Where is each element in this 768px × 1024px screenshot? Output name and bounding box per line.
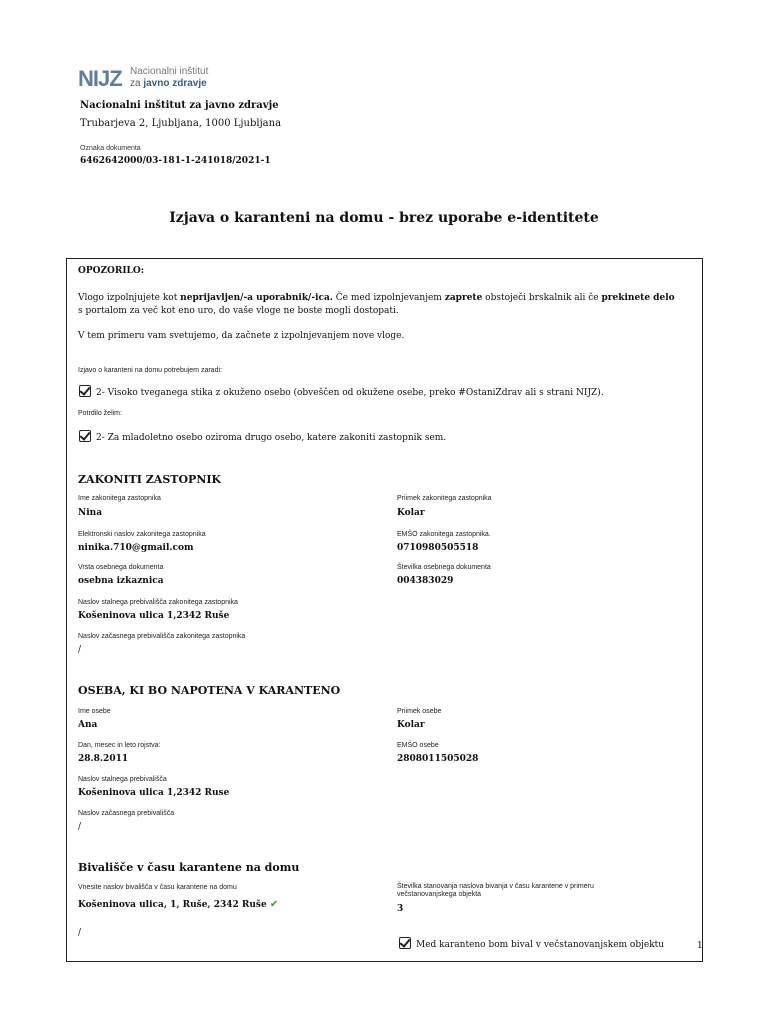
multi-unit-option [399, 937, 664, 952]
person-last-name-label: Priimek osebe [397, 708, 442, 715]
rep-temp-addr-label: Naslov začasnega prebivališča zakonitega zastopnika [78, 633, 246, 640]
person-temp-addr: / [78, 822, 82, 832]
residence-apt-label: Številka stanovanja naslova bivanja v času karantene v primeru večstanovanjskega objekta [397, 883, 594, 898]
doc-code: 6462642000/03-181-1-241018/2021-1 [80, 156, 271, 166]
residence-addr: Košeninova ulica, 1, Ruše, 2342 Ruše [78, 900, 267, 910]
org-name: Nacionalni inštitut za javno zdravje [80, 100, 279, 111]
rep-doc-number: 004383029 [397, 576, 454, 586]
reason-label: Izjavo o karanteni na domu potrebujem zaradi: [78, 367, 222, 374]
person-first-name-label: Ime osebe [78, 708, 111, 715]
page-number: 1 [697, 941, 703, 951]
confirm-value: 2- Za mladoletno osebo oziroma drugo osebo, katere zakoniti zastopnik sem. [96, 433, 447, 443]
rep-temp-addr: / [78, 645, 82, 655]
rep-email-label: Elektronski naslov zakonitega zastopnika [78, 531, 206, 538]
person-emso-label: EMŠO osebe [397, 742, 439, 749]
person-heading: OSEBA, KI BO NAPOTENA V KARANTENO [78, 684, 341, 697]
reason-value: 2- Visoko tveganega stika z okuženo osebo (obveščen od okužene osebe, preko #OstaniZdrav ali s strani NIJZ). [96, 388, 604, 398]
doc-code-label: Oznaka dokumenta [80, 145, 141, 152]
form-frame [66, 258, 703, 962]
rep-first-name: Nina [78, 508, 103, 518]
rep-perm-addr: Košeninova ulica 1,2342 Ruše [78, 611, 230, 621]
person-perm-addr-label: Naslov stalnega prebivališča [78, 776, 167, 783]
person-last-name: Kolar [397, 720, 425, 730]
valid-check-icon: ✔ [269, 899, 279, 910]
rep-doc-type: osebna izkaznica [78, 576, 164, 586]
document-title: Izjava o karanteni na domu - brez uporabe e-identitete [169, 210, 599, 226]
multi-unit-text: Med karanteno bom bival v večstanovanjskem objektu [416, 940, 665, 950]
representative-heading: ZAKONITI ZASTOPNIK [78, 473, 222, 486]
warning-paragraph-2: V tem primeru vam svetujemo, da začnete z izpolnjevanjem nove vloge. [78, 331, 405, 341]
checkbox-checked-icon [79, 430, 91, 442]
checkbox-checked-icon [79, 385, 91, 397]
confirm-option [79, 430, 446, 445]
residence-addr-row [78, 899, 278, 910]
person-emso: 2808011505028 [397, 754, 479, 764]
person-temp-addr-label: Naslov začasnega prebivališča [78, 810, 175, 817]
checkbox-checked-icon [399, 937, 411, 949]
rep-first-name-label: Ime zakonitega zastopnika [78, 495, 161, 502]
rep-emso-label: EMŠO zakonitega zastopnika. [397, 531, 491, 538]
org-address: Trubarjeva 2, Ljubljana, 1000 Ljubljana [80, 118, 282, 129]
person-first-name: Ana [78, 720, 98, 730]
person-dob-label: Dan, mesec in leto rojstva: [78, 742, 161, 749]
person-dob: 28.8.2011 [78, 754, 129, 764]
rep-last-name-label: Priimek zakonitega zastopnika [397, 495, 492, 502]
rep-last-name: Kolar [397, 508, 425, 518]
nijz-logo [78, 64, 238, 92]
residence-addr-label: Vnesite naslov bivališča v času karantene na domu [78, 884, 237, 891]
rep-perm-addr-label: Naslov stalnega prebivališča zakonitega zastopnika [78, 599, 238, 606]
logo-mark: NIJZ [78, 66, 122, 91]
rep-doc-number-label: Številka osebnega dokumenta [397, 564, 491, 571]
logo-line2: za javno zdravje [130, 78, 207, 89]
rep-email: ninika.710@gmail.com [78, 543, 194, 553]
confirm-label: Potrdilo želim: [78, 410, 122, 417]
warning-title: OPOZORILO: [78, 266, 145, 276]
rep-emso: 0710980505518 [397, 543, 479, 553]
person-perm-addr: Košeninova ulica 1,2342 Ruse [78, 788, 230, 798]
rep-doc-type-label: Vrsta osebnega dokumenta [78, 564, 164, 571]
residence-heading: Bivališče v času karantene na domu [78, 861, 300, 874]
residence-apt: 3 [397, 904, 404, 914]
warning-paragraph-1: Vlogo izpolnjujete kot neprijavljen/-a uporabnik/-ica. Če med izpolnjevanjem zaprete obstoječi brskalnik ali če prekinete delo s portalom za več kot eno uro, do vaše vloge ne boste mogli dostopati. [78, 293, 675, 316]
logo-line1: Nacionalni inštitut [130, 66, 209, 77]
residence-extra: / [78, 928, 82, 938]
reason-option [79, 385, 604, 400]
